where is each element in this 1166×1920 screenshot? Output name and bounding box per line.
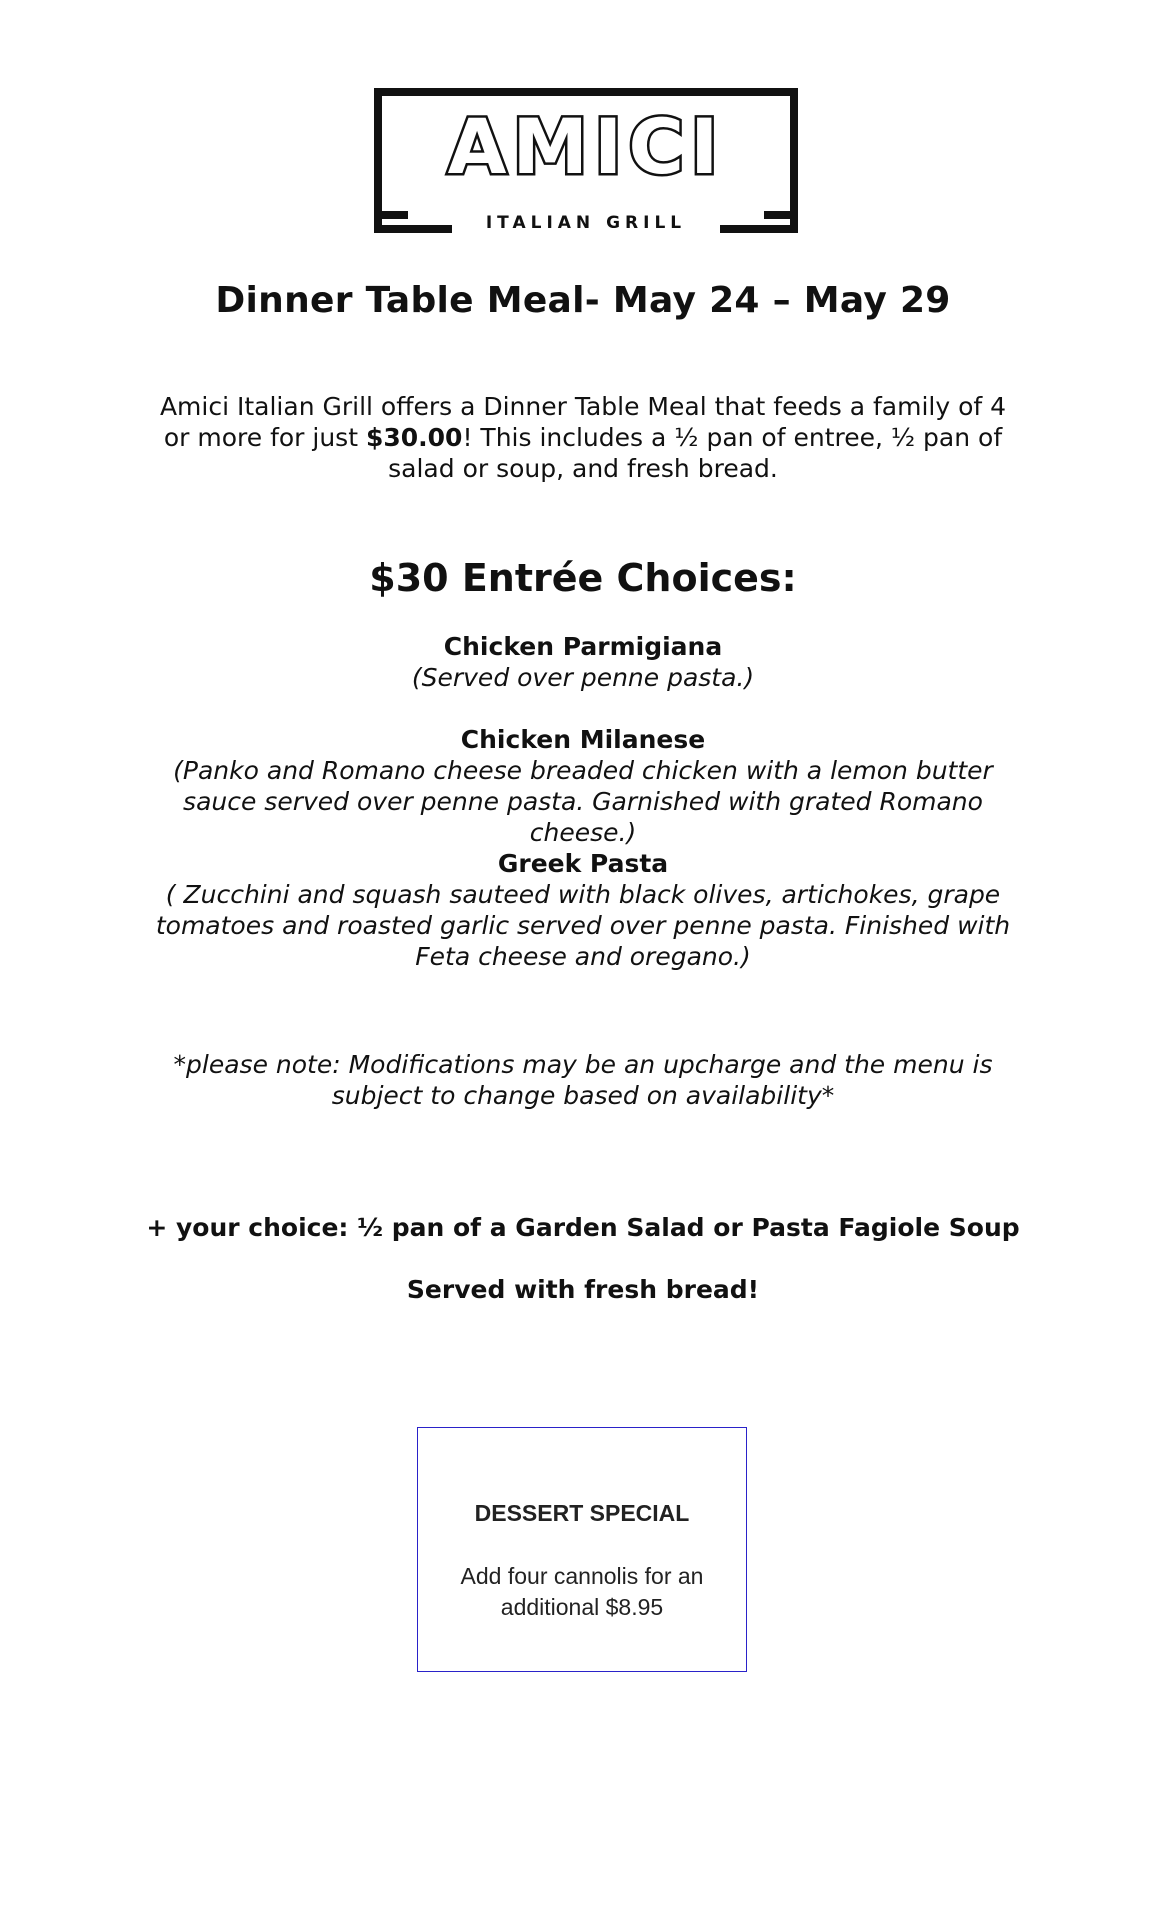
logo-graphic — [374, 88, 798, 233]
modification-note: *please note: Modifications may be an upcharge and the menu is subject to change based on availability* — [173, 1050, 993, 1110]
intro-paragraph — [100, 391, 1066, 484]
entree-description: (Panko and Romano cheese breaded chicken with a lemon butter sauce served over penne pasta. Garnished with grated Romano cheese.) — [173, 756, 993, 847]
entree-name: Chicken Milanese — [460, 725, 706, 754]
entree-name: Chicken Parmigiana — [443, 632, 723, 661]
entree-name: Greek Pasta — [497, 849, 669, 878]
dessert-special-box — [417, 1427, 747, 1672]
entree-item — [100, 848, 1066, 972]
bread-line: Served with fresh bread! — [406, 1275, 760, 1304]
side-choice: + your choice: ½ pan of a Garden Salad or Pasta Fagiole Soup — [146, 1213, 1020, 1242]
entree-item — [100, 631, 1066, 693]
dessert-title: DESSERT SPECIAL — [474, 1500, 690, 1526]
logo-tagline: ITALIAN GRILL — [485, 213, 687, 233]
intro-price: $30.00 — [365, 423, 463, 452]
entree-description: ( Zucchini and squash sauteed with black olives, artichokes, grape tomatoes and roasted garlic served over penne pasta. Finished with Feta cheese and oregano.) — [155, 880, 1011, 971]
intro-text-end: ! This includes a ½ pan of entree, ½ pan of salad or soup, and fresh bread. — [388, 423, 1003, 483]
entree-item — [100, 724, 1066, 848]
intro-text-start: Amici Italian Grill offers a Dinner Table Meal that feeds a family of 4 or more for just — [159, 392, 1007, 452]
page-title: Dinner Table Meal- May 24 – May 29 — [215, 280, 951, 321]
entree-heading: $30 Entrée Choices: — [369, 556, 797, 600]
dessert-text: Add four cannolis for an additional $8.95 — [460, 1563, 704, 1620]
amici-logo — [374, 88, 798, 233]
logo-wordmark: AMICI — [447, 102, 725, 191]
entree-description: (Served over penne pasta.) — [411, 663, 755, 692]
